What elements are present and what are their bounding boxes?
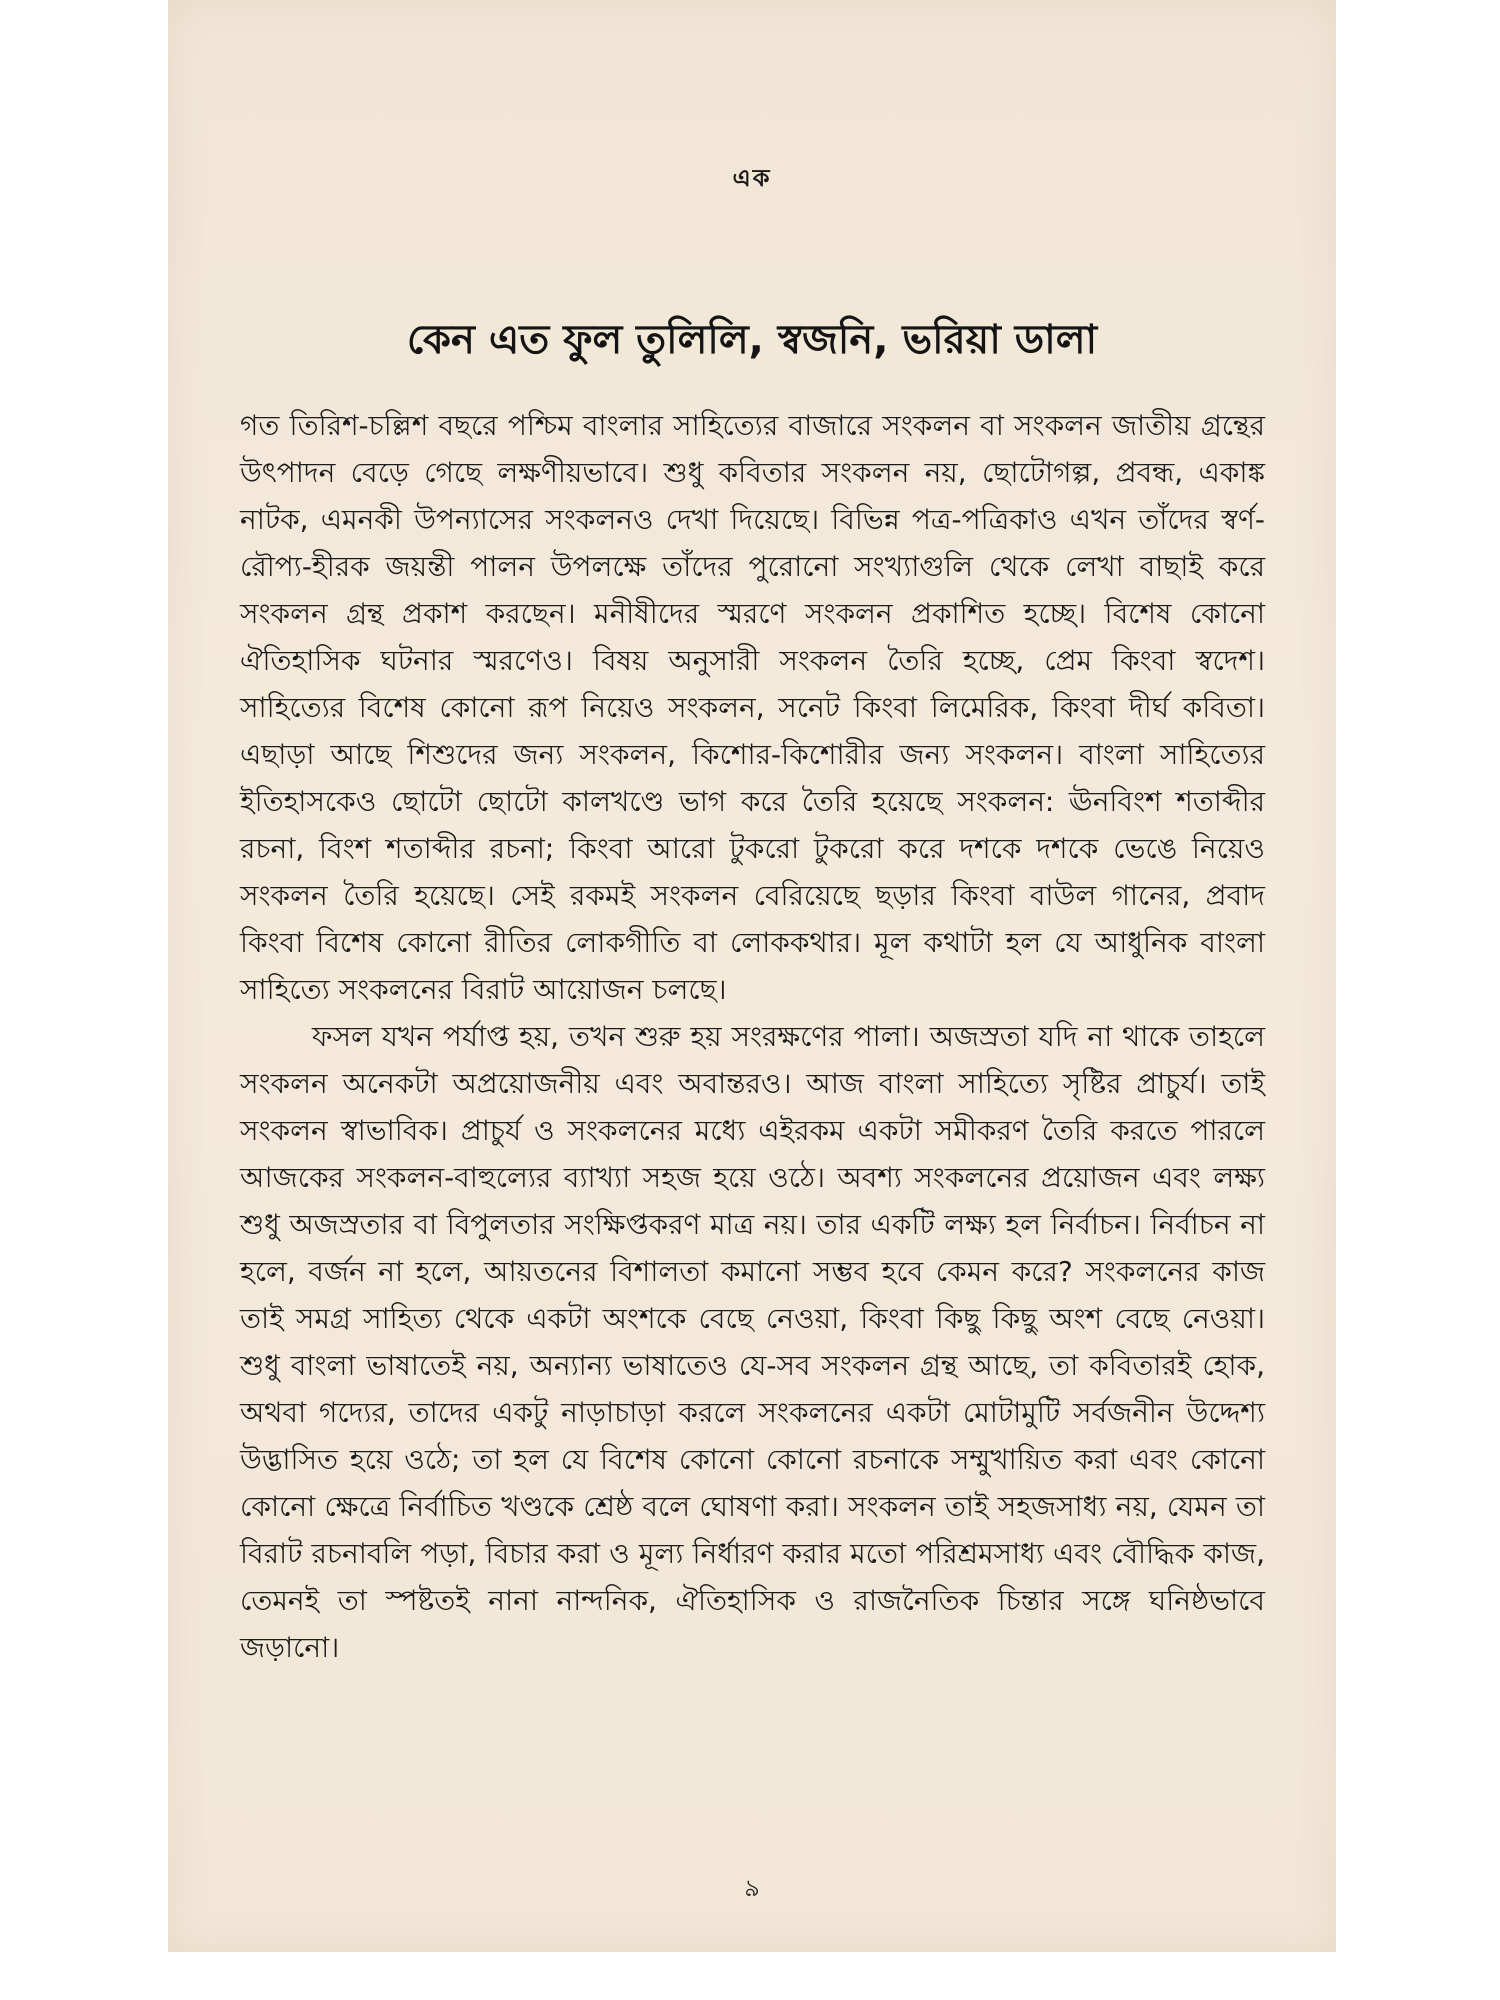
chapter-title: কেন এত ফুল তুলিলি, স্বজনি, ভরিয়া ডালা <box>406 317 1098 363</box>
paragraph-1: গত তিরিশ-চল্লিশ বছরে পশ্চিম বাংলার সাহিত্যের বাজারে সংকলন বা সংকলন জাতীয় গ্রন্থের উৎপাদন বেড়ে গেছে লক্ষণীয়ভাবে। শুধু কবিতার সংকলন নয়, ছোটোগল্প, প্রবন্ধ, একাঙ্ক নাটক, এমনকী উপন্যাসের সংকলনও দেখা দিয়েছে। বিভিন্ন পত্র-পত্রিকাও এখন তাঁদের স্বর্ণ-রৌপ্য-হীরক জয়ন্তী পালন উপলক্ষে তাঁদের পুরোনো সংখ্যাগুলি থেকে লেখা বাছাই করে সংকলন গ্রন্থ প্রকাশ করছেন। মনীষীদের স্মরণে সংকলন প্রকাশিত হচ্ছে। বিশেষ কোনো ঐতিহাসিক ঘটনার স্মরণেও। বিষয় অনুসারী সংকলন তৈরি হচ্ছে, প্রেম কিংবা স্বদেশ। সাহিত্যের বিশেষ কোনো রূপ নিয়েও সংকলন, সনেট কিংবা লিমেরিক, কিংবা দীর্ঘ কবিতা। এছাড়া আছে শিশুদের জন্য সংকলন, কিশোর-কিশোরীর জন্য সংকলন। বাংলা সাহিত্যের ইতিহাসকেও ছোটো ছোটো কালখণ্ডে ভাগ করে তৈরি হয়েছে সংকলন: ঊনবিংশ শতাব্দীর রচনা, বিংশ শতাব্দীর রচনা; কিংবা আরো টুকরো টুকরো করে দশকে দশকে ভেঙে নিয়েও সংকলন তৈরি হয়েছে। সেই রকমই সংকলন বেরিয়েছে ছড়ার কিংবা বাউল গানের, প্রবাদ কিংবা বিশেষ কোনো রীতির লোকগীতি বা লোককথার। মূল কথাটা হল যে আধুনিক বাংলা সাহিত্যে সংকলনের বিরাট আয়োজন চলছে। <box>240 409 1265 1006</box>
book-page <box>168 0 1336 1952</box>
paragraph-2: ফসল যখন পর্যাপ্ত হয়, তখন শুরু হয় সংরক্ষণের পালা। অজস্রতা যদি না থাকে তাহলে সংকলন অনেকটা অপ্রয়োজনীয় এবং অবান্তরও। আজ বাংলা সাহিত্যে সৃষ্টির প্রাচুর্য। তাই সংকলন স্বাভাবিক। প্রাচুর্য ও সংকলনের মধ্যে এইরকম একটা সমীকরণ তৈরি করতে পারলে আজকের সংকলন-বাহুল্যের ব্যাখ্যা সহজ হয়ে ওঠে। অবশ্য সংকলনের প্রয়োজন এবং লক্ষ্য শুধু অজস্রতার বা বিপুলতার সংক্ষিপ্তকরণ মাত্র নয়। তার একটি লক্ষ্য হল নির্বাচন। নির্বাচন না হলে, বর্জন না হলে, আয়তনের বিশালতা কমানো সম্ভব হবে কেমন করে? সংকলনের কাজ তাই সমগ্র সাহিত্য থেকে একটা অংশকে বেছে নেওয়া, কিংবা কিছু কিছু অংশ বেছে নেওয়া। শুধু বাংলা ভাষাতেই নয়, অন্যান্য ভাষাতেও যে-সব সংকলন গ্রন্থ আছে, তা কবিতারই হোক, অথবা গদ্যের, তাদের একটু নাড়াচাড়া করলে সংকলনের একটা মোটামুটি সর্বজনীন উদ্দেশ্য উদ্ভাসিত হয়ে ওঠে; তা হল যে বিশেষ কোনো কোনো রচনাকে সম্মুখায়িত করা এবং কোনো কোনো ক্ষেত্রে নির্বাচিত খণ্ডকে শ্রেষ্ঠ বলে ঘোষণা করা। সংকলন তাই সহজসাধ্য নয়, যেমন তা বিরাট রচনাবলি পড়া, বিচার করা ও মূল্য নির্ধারণ করার মতো পরিশ্রমসাধ্য এবং বৌদ্ধিক কাজ, তেমনই তা স্পষ্টতই নানা নান্দনিক, ঐতিহাসিক ও রাজনৈতিক চিন্তার সঙ্গে ঘনিষ্ঠভাবে জড়ানো। <box>240 1020 1265 1664</box>
page-number: ৯ <box>744 1874 760 1902</box>
body-text <box>240 402 1265 1671</box>
chapter-number: এক <box>732 164 772 192</box>
